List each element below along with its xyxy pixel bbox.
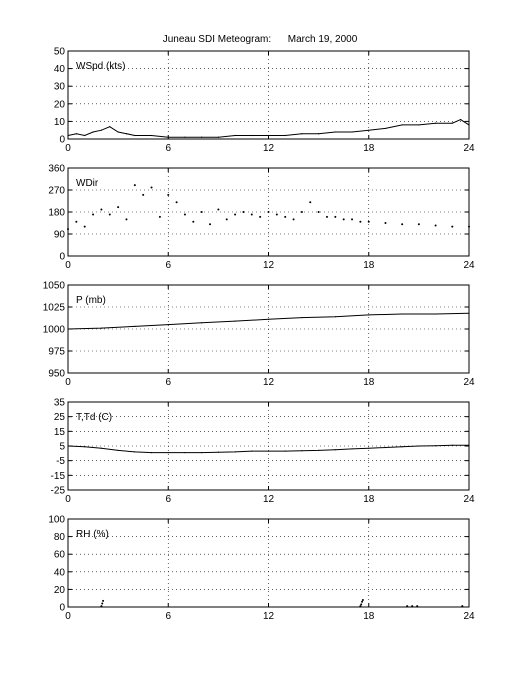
data-point	[259, 216, 261, 218]
data-point	[435, 224, 437, 226]
panel-label: RH (%)	[76, 529, 109, 540]
data-point	[226, 218, 228, 220]
y-tick-label: 0	[59, 602, 65, 614]
data-point	[184, 137, 185, 138]
data-point	[335, 449, 336, 450]
data-point	[351, 131, 352, 132]
data-point	[109, 213, 111, 215]
data-point	[293, 218, 295, 220]
data-point	[468, 226, 470, 228]
data-point	[102, 600, 104, 602]
x-tick-label: 0	[65, 260, 71, 271]
data-point	[100, 605, 102, 607]
data-point	[184, 213, 186, 215]
x-tick-label: 6	[165, 611, 172, 622]
data-point	[362, 599, 364, 601]
x-tick-label: 6	[165, 260, 172, 271]
data-point	[351, 218, 353, 220]
y-tick-label: 35	[53, 397, 65, 409]
data-point	[142, 194, 144, 196]
data-point	[326, 216, 328, 218]
x-tick-label: 18	[363, 494, 375, 505]
data-point	[411, 605, 413, 607]
data-point	[301, 450, 302, 451]
x-tick-label: 12	[262, 494, 275, 505]
x-tick-label: 12	[262, 611, 275, 622]
data-point	[151, 187, 153, 189]
panel-3	[43, 281, 475, 389]
data-point	[335, 131, 336, 132]
panel-1	[54, 47, 475, 155]
data-point	[67, 135, 68, 136]
y-tick-label: 20	[53, 99, 65, 111]
data-point	[301, 317, 302, 318]
data-point	[92, 213, 94, 215]
data-point	[76, 133, 77, 134]
data-point	[109, 126, 110, 127]
data-point	[234, 451, 235, 452]
y-tick-label: 80	[53, 532, 65, 544]
data-point	[402, 313, 403, 314]
x-tick-label: 24	[463, 143, 475, 154]
y-tick-label: -5	[56, 456, 65, 468]
data-point	[285, 451, 286, 452]
data-point	[126, 133, 127, 134]
data-point	[234, 135, 235, 136]
y-tick-label: 0	[59, 251, 65, 263]
data-point	[416, 605, 418, 607]
data-point	[402, 446, 403, 447]
x-tick-label: 18	[363, 143, 375, 154]
y-tick-label: 60	[53, 549, 65, 561]
data-point	[92, 131, 93, 132]
data-point	[101, 130, 102, 131]
data-point	[201, 211, 203, 213]
data-point	[118, 131, 119, 132]
x-tick-label: 24	[463, 611, 475, 622]
data-point	[384, 222, 386, 224]
data-point	[217, 209, 219, 211]
data-point	[418, 223, 420, 225]
data-point	[334, 216, 336, 218]
data-point	[368, 448, 369, 449]
data-point	[168, 452, 169, 453]
x-tick-label: 18	[363, 611, 375, 622]
data-point	[134, 135, 135, 136]
data-point	[176, 201, 178, 203]
y-tick-label: 975	[48, 346, 65, 358]
y-tick-label: 10	[53, 116, 65, 128]
data-point	[84, 135, 85, 136]
data-point	[101, 328, 102, 329]
y-tick-label: 1050	[42, 280, 65, 292]
data-point	[418, 124, 419, 125]
data-point	[284, 216, 286, 218]
data-point	[318, 133, 319, 134]
x-tick-label: 6	[165, 377, 172, 388]
data-point	[268, 211, 270, 213]
data-point	[368, 221, 370, 223]
data-point	[385, 447, 386, 448]
data-point	[168, 324, 169, 325]
data-point	[101, 602, 103, 604]
data-point	[335, 316, 336, 317]
data-point	[184, 452, 185, 453]
panel-5	[48, 515, 475, 623]
x-tick-label: 0	[65, 611, 71, 622]
data-point	[201, 137, 202, 138]
x-tick-label: 12	[262, 377, 275, 388]
data-point	[385, 128, 386, 129]
x-tick-label: 0	[65, 143, 71, 154]
data-point	[406, 605, 408, 607]
data-point	[351, 448, 352, 449]
y-tick-label: 20	[53, 584, 65, 596]
data-point	[460, 119, 461, 120]
data-point	[84, 446, 85, 447]
data-point	[75, 221, 77, 223]
y-tick-label: 100	[48, 514, 65, 526]
x-tick-label: 24	[463, 494, 475, 505]
x-tick-label: 0	[65, 377, 71, 388]
data-point	[401, 223, 403, 225]
data-point	[67, 328, 68, 329]
x-tick-label: 24	[463, 260, 475, 271]
data-point	[435, 123, 436, 124]
panel-2	[48, 164, 475, 272]
data-point	[218, 137, 219, 138]
data-point	[234, 320, 235, 321]
x-tick-label: 12	[262, 260, 275, 271]
data-point	[218, 452, 219, 453]
data-point	[134, 326, 135, 327]
data-point	[242, 211, 244, 213]
y-tick-label: -25	[50, 485, 65, 497]
data-point	[435, 445, 436, 446]
data-point	[368, 314, 369, 315]
y-tick-label: 360	[48, 163, 65, 175]
chart-title: Juneau SDI Meteogram: March 19, 2000	[162, 34, 358, 45]
data-point	[209, 223, 211, 225]
y-tick-label: 25	[53, 412, 65, 424]
data-point	[268, 319, 269, 320]
data-point	[251, 213, 253, 215]
data-point	[318, 211, 320, 213]
x-tick-label: 0	[65, 494, 71, 505]
data-point	[318, 450, 319, 451]
data-point	[301, 211, 303, 213]
data-point	[368, 130, 369, 131]
y-tick-label: 0	[59, 134, 65, 146]
x-tick-label: 18	[363, 260, 375, 271]
data-point	[461, 605, 463, 607]
data-point	[117, 206, 119, 208]
data-point	[167, 194, 169, 196]
y-tick-label: -15	[50, 470, 65, 482]
y-tick-label: 90	[53, 229, 65, 241]
x-tick-label: 12	[262, 143, 275, 154]
data-point	[301, 133, 302, 134]
data-point	[159, 216, 161, 218]
data-point	[134, 184, 136, 186]
y-tick-label: 40	[53, 567, 65, 579]
data-point	[361, 601, 363, 603]
data-point	[276, 213, 278, 215]
data-point	[360, 603, 362, 605]
data-point	[468, 445, 469, 446]
y-tick-label: 40	[53, 64, 65, 76]
data-point	[452, 123, 453, 124]
data-point	[125, 218, 127, 220]
x-tick-label: 6	[165, 494, 172, 505]
data-point	[468, 124, 469, 125]
y-tick-label: 1025	[42, 302, 65, 314]
data-point	[67, 445, 68, 446]
data-point	[285, 135, 286, 136]
y-tick-label: 15	[53, 426, 65, 438]
data-point	[359, 605, 361, 607]
x-tick-label: 6	[165, 143, 172, 154]
data-point	[402, 124, 403, 125]
data-point	[452, 445, 453, 446]
data-point	[418, 445, 419, 446]
data-point	[234, 213, 236, 215]
data-point	[251, 135, 252, 136]
data-point	[435, 313, 436, 314]
y-tick-label: 270	[48, 185, 65, 197]
y-tick-label: 1000	[42, 324, 65, 336]
panel-label: T,Td (C)	[76, 412, 113, 423]
data-point	[84, 226, 86, 228]
panel-4	[51, 398, 475, 506]
data-point	[251, 451, 252, 452]
y-tick-label: 950	[48, 368, 65, 380]
data-point	[268, 451, 269, 452]
data-point	[268, 135, 269, 136]
data-point	[343, 218, 345, 220]
data-point	[100, 209, 102, 211]
y-tick-label: 5	[59, 441, 65, 453]
data-point	[134, 451, 135, 452]
data-point	[151, 135, 152, 136]
panel-label: P (mb)	[76, 295, 106, 306]
data-point	[151, 452, 152, 453]
data-point	[359, 221, 361, 223]
data-point	[451, 226, 453, 228]
data-point	[67, 228, 69, 230]
data-point	[468, 313, 469, 314]
x-tick-label: 24	[463, 377, 475, 388]
data-point	[101, 448, 102, 449]
data-point	[201, 322, 202, 323]
data-point	[309, 201, 311, 203]
y-tick-label: 180	[48, 207, 65, 219]
y-tick-label: 50	[53, 46, 65, 58]
panel-label: WSpd (kts)	[76, 61, 126, 72]
data-point	[168, 137, 169, 138]
data-point	[118, 450, 119, 451]
y-tick-label: 30	[53, 81, 65, 93]
data-point	[192, 221, 194, 223]
x-tick-label: 18	[363, 377, 375, 388]
data-point	[201, 452, 202, 453]
panel-label: WDir	[76, 178, 99, 189]
